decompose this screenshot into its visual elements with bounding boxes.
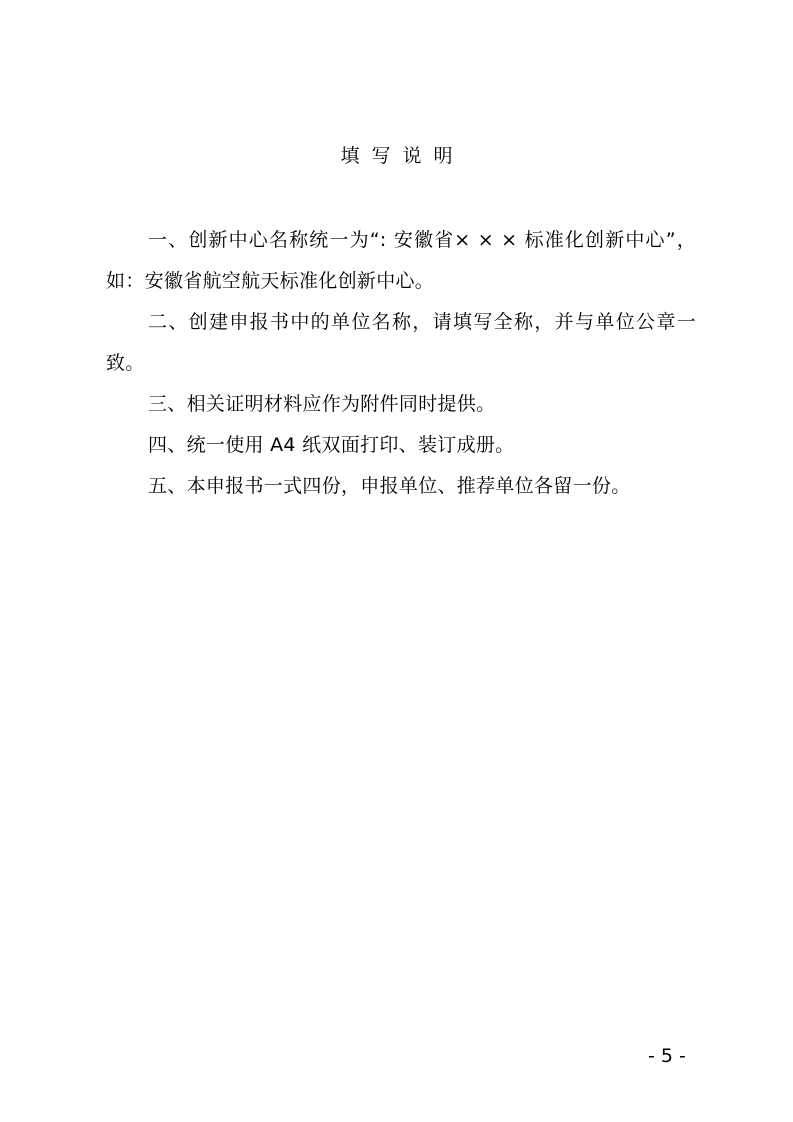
- instruction-paragraph-2: 二、创建申报书中的单位名称，请填写全称，并与单位公章一致。: [106, 311, 696, 374]
- page-title: 填写说明: [340, 145, 465, 167]
- instruction-paragraph-4: 四、统一使用 A4 纸双面打印、装订成册。: [148, 434, 515, 456]
- instruction-paragraph-5: 五、本申报书一式四份，申报单位、推荐单位各留一份。: [148, 475, 631, 497]
- instruction-paragraph-3: 三、相关证明材料应作为附件同时提供。: [148, 393, 496, 415]
- page-number: - 5 -: [648, 1045, 686, 1067]
- instruction-paragraph-1: 一、创新中心名称统一为“: 安徽省× × × 标准化创新中心”，如：安徽省航空航天标准化创新中心。: [106, 229, 696, 292]
- instructions-body: [106, 220, 696, 507]
